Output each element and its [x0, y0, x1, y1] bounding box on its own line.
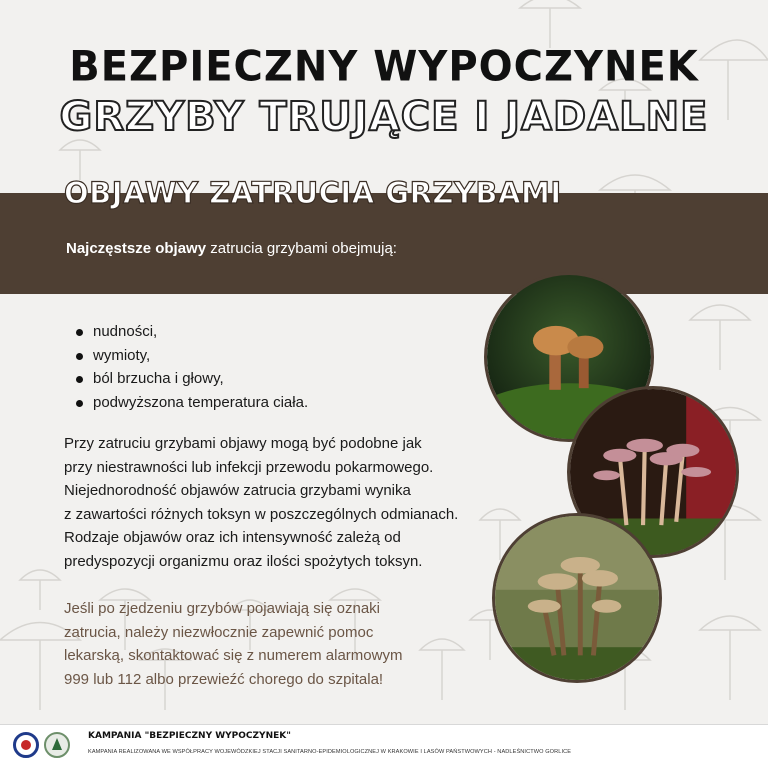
list-item: wymioty, [74, 344, 308, 368]
sanepid-logo-icon [13, 732, 39, 758]
mushroom-photo-3 [492, 513, 662, 683]
footer-campaign-title: KAMPANIA "BEZPIECZNY WYPOCZYNEK" [88, 731, 291, 741]
symptoms-list [74, 320, 308, 414]
paragraph-line: z zawartości różnych toksyn w poszczególnych odmianach. [64, 505, 459, 523]
symptoms-paragraph [64, 432, 494, 573]
mushroom-photo-3-image [495, 516, 659, 680]
paragraph-line: przy niestrawności lub infekcji przewodu pokarmowego. [64, 458, 434, 476]
lasy-panstwowe-logo-icon [44, 732, 70, 758]
page-title: BEZPIECZNY WYPOCZYNEK [69, 42, 699, 92]
section-intro [66, 240, 397, 257]
paragraph-line: Przy zatruciu grzybami objawy mogą być podobne jak [64, 435, 422, 452]
warning-line: zatrucia, należy niezwłocznie zapewnić pomoc [64, 623, 374, 641]
list-item: podwyższona temperatura ciała. [74, 391, 308, 415]
intro-rest-text: zatrucia grzybami obejmują: [206, 240, 397, 257]
warning-line: Jeśli po zjedzeniu grzybów pojawiają się oznaki [64, 600, 381, 617]
intro-bold-text: Najczęstsze objawy [66, 240, 207, 257]
section-heading: OBJAWY ZATRUCIA GRZYBAMI [64, 176, 562, 210]
page-subtitle: GRZYBY TRUJĄCE I JADALNE [59, 94, 709, 140]
warning-line: lekarską, skontaktować się z numerem alarmowym [64, 647, 403, 664]
warning-paragraph [64, 597, 494, 691]
list-item: ból brzucha i głowy, [74, 367, 308, 391]
list-item: nudności, [74, 320, 308, 344]
paragraph-line: predyspozycji organizmu oraz ilości spożytych toksyn. [64, 552, 423, 570]
warning-line: 999 lub 112 albo przewieźć chorego do szpitala! [64, 670, 384, 688]
paragraph-line: Rodzaje objawów oraz ich intensywność zależą od [64, 529, 401, 546]
footer-description: KAMPANIA REALIZOWANA WE WSPÓŁPRACY WOJEWÓDZKIEJ STACJI SANITARNO-EPIDEMIOLOGICZNEJ W KRAKOWIE I LASÓW PAŃSTWOWYCH - NADLEŚNICTWO GORLICE [88, 749, 572, 755]
paragraph-line: Niejednorodność objawów zatrucia grzybami wynika [64, 482, 411, 499]
